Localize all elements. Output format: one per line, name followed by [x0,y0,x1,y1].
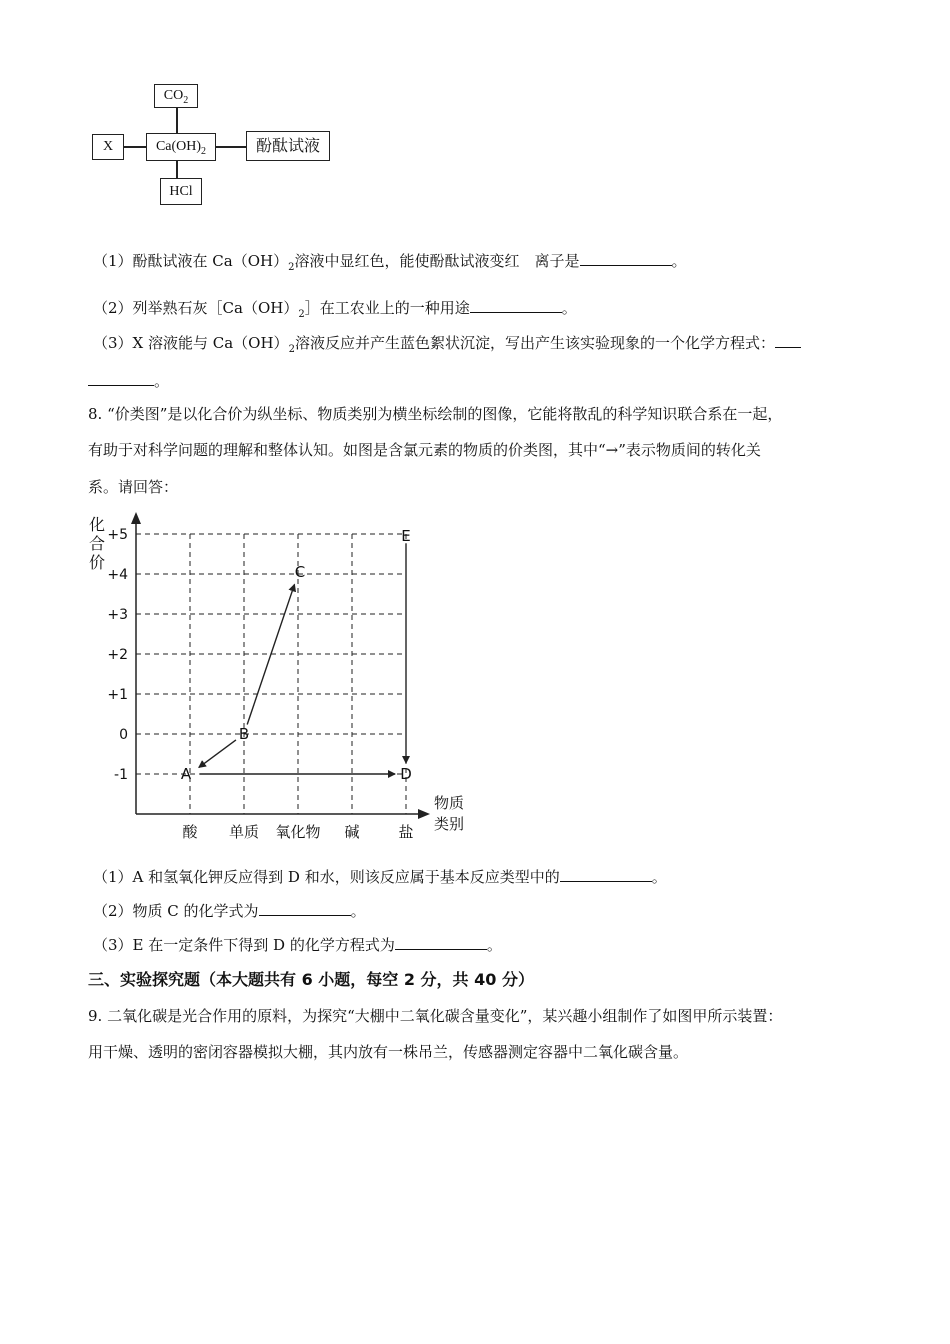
y-tick-label: +1 [107,687,128,703]
x-tick-label: 酸 [182,823,198,841]
y-axis-arrow [131,512,141,524]
y-tick-label: +4 [107,567,128,583]
point-label-E: E [401,527,411,545]
y-tick-label: 0 [119,727,128,743]
y-axis-title-char: 化 [88,515,106,534]
q8-intro-line3: 系。请回答： [88,478,179,496]
q8-part2: （2）物质 C 的化学式为 。 [93,902,366,920]
q7-part2: （2）列举熟石灰$[Ca(OH)_2]$在工农业上的一种用途 。 [93,299,577,320]
point-label-A: A [180,765,192,783]
phenolphthalein-box: 酚酞试液 [246,131,330,161]
q7-part3: （3）X 溶液能与 $Ca(OH)_2$溶液反应并产生蓝色絮状沉淀，写出产生该实验现象的一个化学方程式： [93,332,801,361]
point-label-B: B [238,725,250,743]
x-tick-label: 盐 [398,823,414,841]
q8-part3: （3）E 在一定条件下得到 D 的化学方程式为 。 [93,936,502,954]
arrow-B-to-A [199,740,236,768]
x-tick-label: 氧化物 [275,823,321,841]
left-x-box: X [92,134,124,160]
q9-line2: 用干燥、透明的密闭容器模拟大棚，其内放有一株吊兰，传感器测定容器中二氧化碳含量。 [88,1043,689,1061]
q8-intro-line2: 有助于对科学问题的理解和整体认知。如图是含氯元素的物质的价类图，其中“→”表示物质间的转化关 [88,441,761,459]
x-tick-label: 碱 [344,823,360,841]
q7-part3-continuation: 。 [88,370,169,392]
q8-part1: （1）A 和氢氧化钾反应得到 D 和水，则该反应属于基本反应类型中的 。 [93,868,667,886]
y-tick-label: +2 [107,647,128,663]
y-tick-label: +5 [107,527,128,543]
y-tick-label: +3 [107,607,128,623]
q9-line1: 9. 二氧化碳是光合作用的原料，为探究“大棚中二氧化碳含量变化”，某兴趣小组制作了如图甲所示装置： [88,1007,783,1025]
y-axis-title-char: 合 [88,534,106,553]
answer-blank[interactable] [259,900,351,916]
answer-blank[interactable] [395,934,487,950]
q8-intro-line1: 8. “价类图”是以化合价为纵坐标、物质类别为横坐标绘制的图像，它能将散乱的科学知识联合系在一起， [88,405,783,423]
co2-box: $CO_2$ [154,84,198,108]
hcl-box: HCl [160,178,202,205]
y-tick-label: -1 [114,767,128,783]
x-axis-title-line1: 物质 [434,794,465,812]
y-axis-title-char: 价 [88,553,106,572]
x-axis-title-line2: 类别 [434,815,465,833]
section-heading: 三、实验探究题（本大题共有 6 小题，每空 2 分，共 40 分） [88,970,534,989]
caoh2-box: $Ca(OH)_2$ [146,133,216,161]
answer-blank[interactable] [560,866,652,882]
point-label-D: D [400,765,412,783]
q7-part1: （1）酚酞试液在 $Ca(OH)_2$溶液中显红色，能使酚酞试液变红 离子是 。 [93,252,687,273]
point-label-C: C [294,563,306,581]
x-axis-arrow [418,809,430,819]
x-tick-label: 单质 [228,823,260,841]
